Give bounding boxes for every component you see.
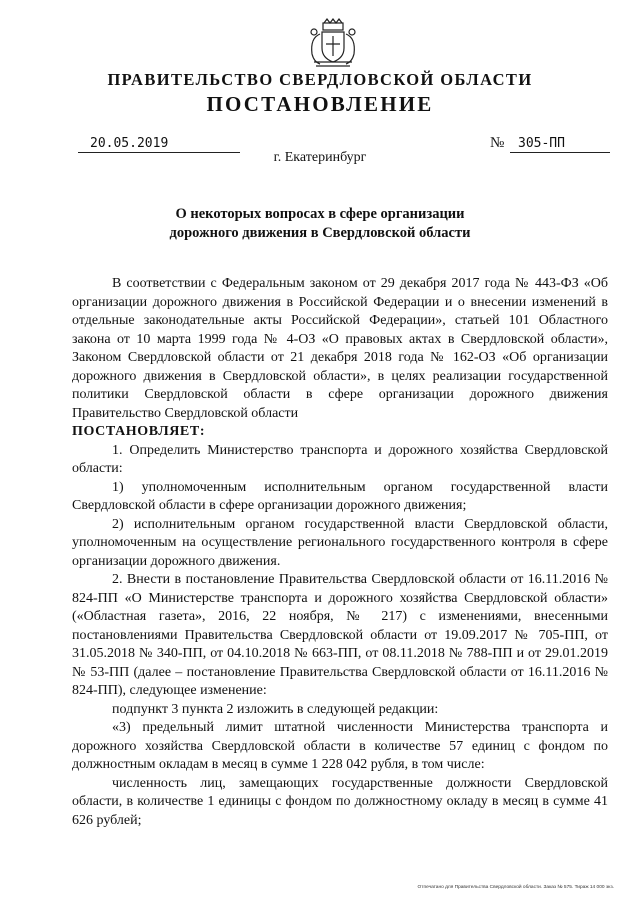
title-line-2: дорожного движения в Свердловской области — [169, 225, 471, 241]
document-title — [0, 205, 640, 243]
quote-2: численность лиц, замещающих государственные должности Свердловской области, в количестве 1 единицы с фондом по должностному окладу в месяц в сумме 41 626 рублей; — [72, 775, 608, 828]
item-1: 1. Определить Министерство транспорта и дорожного хозяйства Свердловской области: — [72, 442, 608, 476]
item-1-2: 2) исполнительным органом государственной власти Свердловской области, уполномоченным на осуществление регионального государственного контроля в сфере организации дорожного движения. — [72, 516, 608, 569]
subpoint: подпункт 3 пункта 2 изложить в следующей редакции: — [112, 701, 439, 717]
item-1-1: 1) уполномоченным исполнительным органом государственной власти Свердловской области в сфере организации дорожного движения; — [72, 479, 608, 513]
decree-word: ПОСТАНОВЛЯЕТ: — [72, 424, 206, 439]
item-2: 2. Внести в постановление Правительства Свердловской области от 16.11.2016 № 824-ПП «О Министерстве транспорта и дорожного хозяйства Свердловской области» («Областная газета», 2016, 22 ноября, № 217) с изменениями, внесенными постановлениями Правительства Свердловской области от 19.09.2017 № 705-ПП, от 31.05.2018 № 340-ПП, от 04.10.2018 № 663-ПП, от 08.11.2018 № 788-ПП и от 29.01.2019 № 53-ПП (далее – постановление Правительства Свердловской области от 16.11.2016 № 824-ПП), следующее изменение: — [72, 572, 608, 698]
title-line-1: О некоторых вопросах в сфере организации — [175, 206, 465, 222]
document-date: 20.05.2019 — [78, 136, 240, 153]
city: г. Екатеринбург — [273, 150, 367, 165]
print-note: Отпечатано для Правительства Свердловской области. Заказ № 575. Тираж 14 000 экз. — [417, 885, 614, 890]
document-number: 305-ПП — [510, 136, 610, 153]
coat-of-arms-icon — [302, 18, 364, 70]
intro-paragraph: В соответствии с Федеральным законом от 29 декабря 2017 года № 443-ФЗ «Об организации дорожного движения в Российской Федерации и о внесении изменений в отдельные законодательные акты Российской Федерации», статьей 101 Областного закона от 10 марта 1999 года № 4-ОЗ «О правовых актах в Свердловской области», Законом Свердловской области от 21 декабря 2018 года № 162-ОЗ «Об организации дорожного движения в Свердловской области», в целях реализации государственной политики Свердловской области в сфере организации дорожного движения Правительство Свердловской области — [72, 276, 608, 421]
document-body — [72, 275, 608, 830]
number-sign: № — [490, 135, 505, 151]
quote-1: «3) предельный лимит штатной численности Министерства транспорта и дорожного хозяйства Свердловской области в количестве 57 единиц с фондом по должностным окладам в месяц в сумме 1 228 042 рубля, в том числе: — [72, 720, 608, 772]
organization-name: ПРАВИТЕЛЬСТВО СВЕРДЛОВСКОЙ ОБЛАСТИ — [107, 70, 533, 89]
document-type: ПОСТАНОВЛЕНИЕ — [206, 92, 434, 116]
